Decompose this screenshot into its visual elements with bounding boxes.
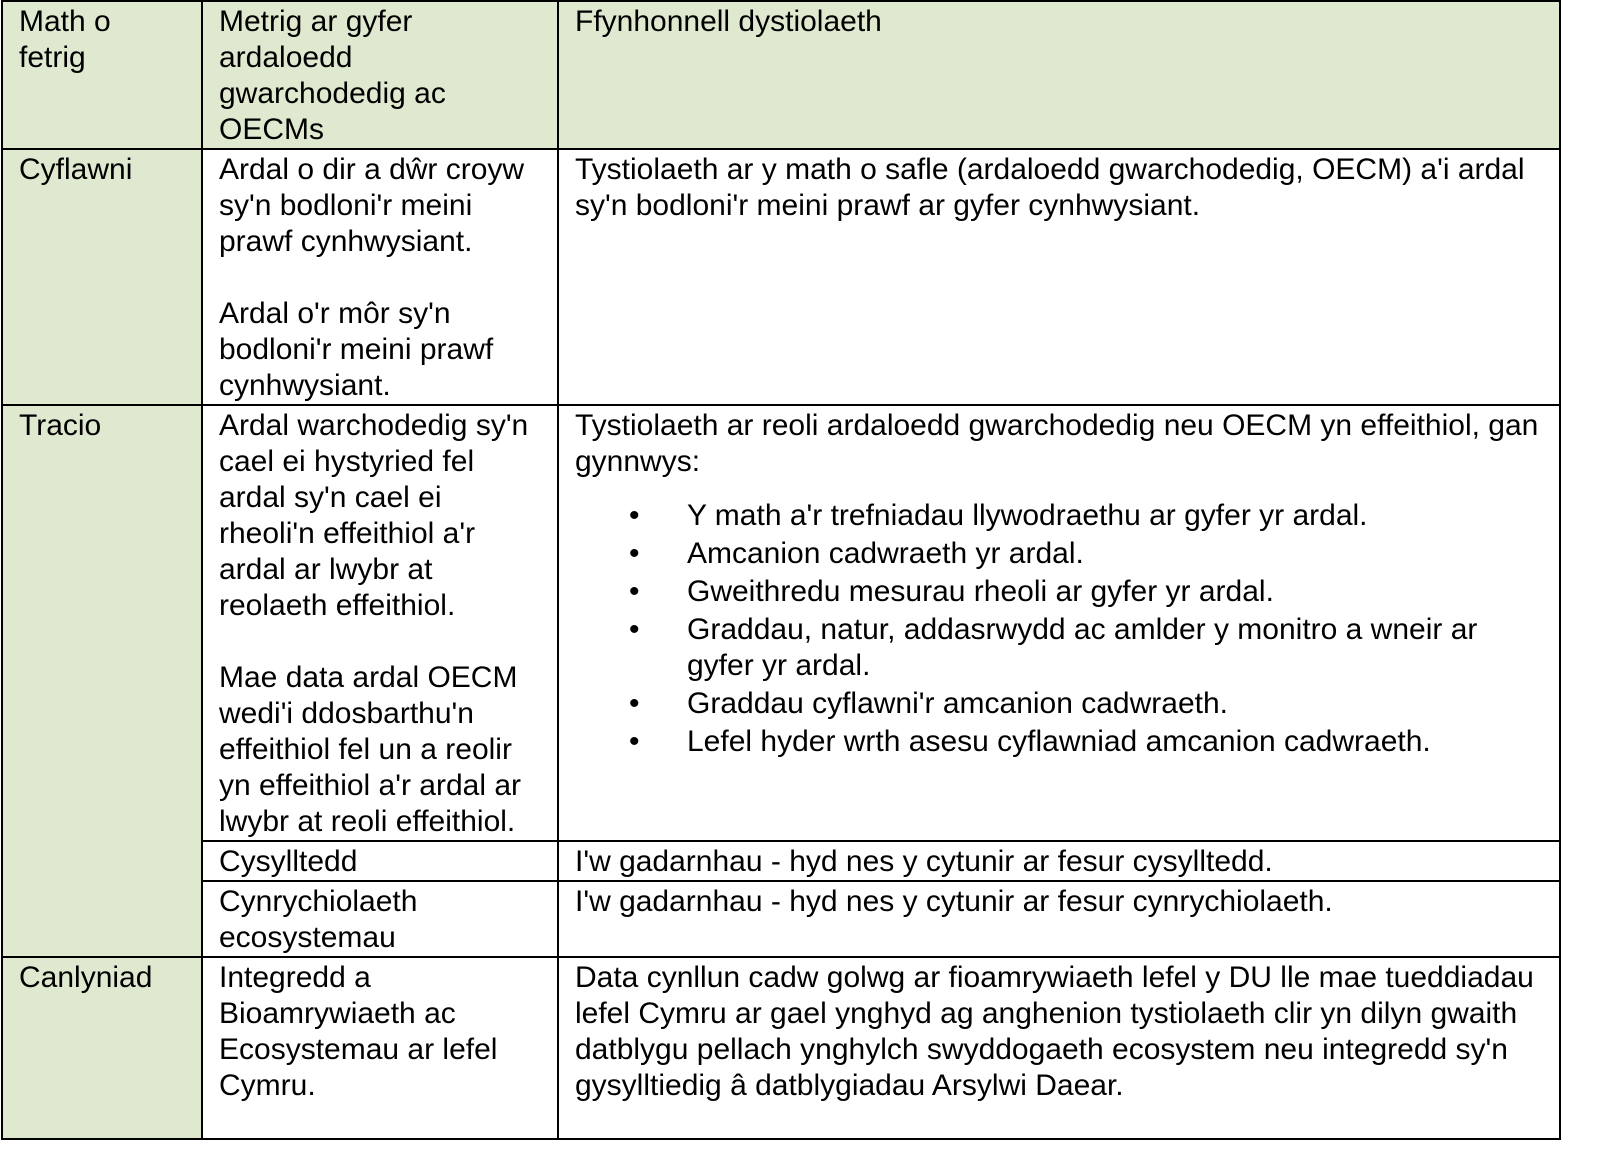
metric-type-canlyniad-text: Canlyniad: [19, 961, 153, 994]
table-row-canlyniad: [2, 957, 1560, 1139]
table-row-cyflawni: [2, 149, 1560, 405]
evidence-cyflawni-text: Tystiolaeth ar y math o safle (ardaloedd gwarchodedig, OECM) a'i ardal sy'n bodloni'r meini prawf ar gyfer cynhwysiant.: [575, 153, 1525, 222]
evidence-connectivity: [558, 841, 1560, 881]
evidence-connectivity-text: I'w gadarnhau - hyd nes y cytunir ar fesur cysylltedd.: [575, 845, 1273, 878]
bullet-icon: •: [629, 499, 640, 532]
header-metric-type-text: Math o fetrig: [19, 5, 111, 74]
metrics-table: [1, 0, 1561, 1140]
evidence-tracio-list: [575, 498, 1543, 760]
metric-cyflawni: [202, 149, 558, 405]
metric-type-cyflawni: [2, 149, 202, 405]
metric-representation: [202, 881, 558, 957]
header-metric-text: Metrig ar gyfer ardaloedd gwarchodedig ac OECMs: [219, 5, 446, 146]
metric-tracio-protected-area: Ardal warchodedig sy'n cael ei hystyried fel ardal sy'n cael ei rheoli'n effeithiol a'r ardal ar lwybr at reolaeth effeithiol.: [219, 409, 529, 622]
table-row-tracio: [2, 405, 1560, 841]
metric-type-canlyniad: [2, 957, 202, 1139]
list-item: • Graddau, natur, addasrwydd ac amlder y monitro a wneir ar gyfer yr ardal.: [629, 613, 1478, 682]
evidence-canlyniad-text: Data cynllun cadw golwg ar fioamrywiaeth lefel y DU lle mae tueddiadau lefel Cymru ar gael ynghyd ag anghenion tystiolaeth clir yn dilyn gwaith datblygu pellach ynghylch swyddogaeth ecosystem neu integredd sy'n gysylltiedig â datblygiadau Arsylwi Daear.: [575, 961, 1534, 1102]
bullet-icon: •: [629, 575, 640, 608]
table-row-connectivity: [2, 841, 1560, 881]
header-metric: [202, 1, 558, 149]
table-row-representation: [2, 881, 1560, 957]
metric-type-tracio: [2, 405, 202, 957]
metric-tracio-oecm: Mae data ardal OECM wedi'i ddosbarthu'n effeithiol fel un a reolir yn effeithiol a'r ardal ar lwybr at reoli effeithiol.: [219, 661, 522, 838]
header-row: [2, 1, 1560, 149]
evidence-cyflawni: [558, 149, 1560, 405]
metric-connectivity-text: Cysylltedd: [219, 845, 358, 878]
metric-cyflawni-land: Ardal o dir a dŵr croyw sy'n bodloni'r meini prawf cynhwysiant.: [219, 153, 525, 258]
evidence-tracio-intro: Tystiolaeth ar reoli ardaloedd gwarchodedig neu OECM yn effeithiol, gan gynnwys:: [575, 409, 1539, 478]
evidence-representation: [558, 881, 1560, 957]
header-evidence-source-text: Ffynhonnell dystiolaeth: [575, 5, 882, 38]
metric-connectivity: [202, 841, 558, 881]
list-item: • Amcanion cadwraeth yr ardal.: [629, 537, 1084, 570]
metric-cyflawni-sea: Ardal o'r môr sy'n bodloni'r meini prawf cynhwysiant.: [219, 297, 494, 402]
list-item: • Y math a'r trefniadau llywodraethu ar gyfer yr ardal.: [629, 499, 1368, 532]
metric-representation-text: Cynrychiolaeth ecosystemau: [219, 885, 418, 954]
bullet-icon: •: [629, 613, 640, 646]
header-metric-type: [2, 1, 202, 149]
list-item: • Gweithredu mesurau rheoli ar gyfer yr ardal.: [629, 575, 1274, 608]
list-item: • Graddau cyflawni'r amcanion cadwraeth.: [629, 687, 1228, 720]
metric-canlyniad-text: Integredd a Bioamrywiaeth ac Ecosystemau ar lefel Cymru.: [219, 961, 498, 1102]
metric-tracio: [202, 405, 558, 841]
evidence-canlyniad: [558, 957, 1560, 1139]
list-item: • Lefel hyder wrth asesu cyflawniad amcanion cadwraeth.: [629, 725, 1431, 758]
bullet-icon: •: [629, 687, 640, 720]
metric-type-cyflawni-text: Cyflawni: [19, 153, 133, 186]
bullet-icon: •: [629, 537, 640, 570]
evidence-representation-text: I'w gadarnhau - hyd nes y cytunir ar fesur cynrychiolaeth.: [575, 885, 1333, 918]
metric-type-tracio-text: Tracio: [19, 409, 102, 442]
bullet-icon: •: [629, 725, 640, 758]
header-evidence-source: [558, 1, 1560, 149]
metric-canlyniad: [202, 957, 558, 1139]
evidence-tracio: [558, 405, 1560, 841]
